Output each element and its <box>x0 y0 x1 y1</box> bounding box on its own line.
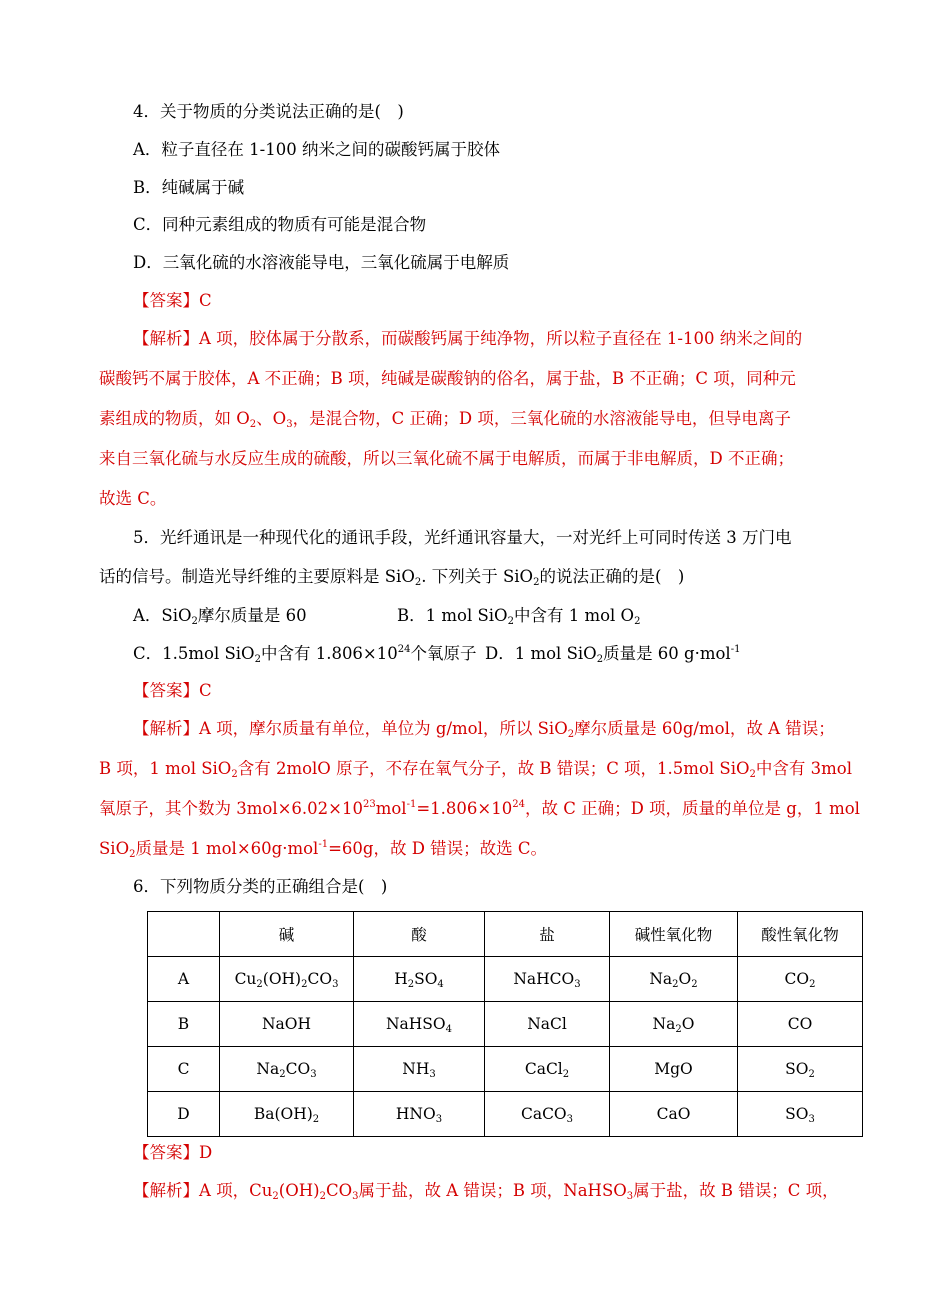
q4-option-b: B．纯碱属于碱 <box>133 178 245 197</box>
table-cell: $H_2SO_4$ <box>354 957 485 1002</box>
q6-stem: 6．下列物质分类的正确组合是( ) <box>133 877 388 896</box>
q5-stem-2: 话的信号。制造光导纤维的主要原料是 SiO$_2$. 下列关于 SiO$_2$的说法正确的是( ) <box>99 567 685 588</box>
table-row <box>148 1047 863 1092</box>
table-cell: $Cu_2(OH)_2CO_3$ <box>220 957 354 1002</box>
table-cell: CaCO$_3$ <box>485 1092 610 1137</box>
table-cell: $Na_2CO_3$ <box>220 1047 354 1092</box>
table-header-cell <box>148 912 220 957</box>
q5-option-b: B．1 mol SiO$_2$中含有 1 mol $O_2$ <box>397 606 641 627</box>
table-header-row <box>148 912 863 957</box>
table-row <box>148 957 863 1002</box>
q5-answer: 【答案】C <box>133 681 212 700</box>
classification-table <box>147 911 863 1137</box>
q5-explanation-2: B 项，1 mol SiO$_2$含有 2molO 原子，不存在氧气分子，故 B 错误；C 项，1.5mol SiO$_2$中含有 3mol <box>99 759 852 780</box>
table-cell: A <box>148 957 220 1002</box>
q5-option-a: A．SiO$_2$摩尔质量是 60 <box>133 606 307 627</box>
table-cell: $HNO_3$ <box>354 1092 485 1137</box>
table-header-cell: 碱 <box>220 912 354 957</box>
q4-answer: 【答案】C <box>133 291 212 310</box>
q5-option-c: C．1.5mol SiO$_2$中含有 $1.806\times 10^{24}$个氧原子 <box>133 644 477 665</box>
q6-explanation-1: 【解析】A 项，$Cu_2(OH)_2CO_3$属于盐，故 A 错误；B 项，NaHSO$_3$属于盐，故 B 错误；C 项， <box>133 1181 839 1202</box>
q5-explanation-1: 【解析】A 项，摩尔质量有单位，单位为 g/mol，所以 SiO$_2$摩尔质量是 60g/mol，故 A 错误； <box>133 719 835 740</box>
q4-explanation-5: 故选 C。 <box>99 489 167 508</box>
table-cell: $Na_2O$ <box>610 1002 738 1047</box>
table-cell: CO <box>738 1002 863 1047</box>
table-cell: CaO <box>610 1092 738 1137</box>
table-cell: NaHCO$_3$ <box>485 957 610 1002</box>
q4-explanation-2: 碳酸钙不属于胶体，A 不正确；B 项，纯碱是碳酸钠的俗名，属于盐，B 不正确；C 项，同种元 <box>99 369 796 388</box>
table-cell: $SO_3$ <box>738 1092 863 1137</box>
table-cell: NaHSO$_4$ <box>354 1002 485 1047</box>
table-cell: $Ba(OH)_2$ <box>220 1092 354 1137</box>
table-cell: NaOH <box>220 1002 354 1047</box>
table-cell: D <box>148 1092 220 1137</box>
q5-option-d: D．1 mol SiO$_2$质量是 60 g·mol$^{-1}$ <box>485 644 741 665</box>
table-row <box>148 1092 863 1137</box>
q6-answer: 【答案】D <box>133 1143 213 1162</box>
q5-explanation-4: SiO$_2$质量是 1 mol×60g·mol$^{-1}$=60g，故 D 错误；故选 C。 <box>99 839 548 860</box>
table-cell: C <box>148 1047 220 1092</box>
table-cell: B <box>148 1002 220 1047</box>
table-cell: $SO_2$ <box>738 1047 863 1092</box>
q4-explanation-4: 来自三氧化硫与水反应生成的硫酸，所以三氧化硫不属于电解质，而属于非电解质，D 不正确； <box>99 449 794 468</box>
table-cell: NaCl <box>485 1002 610 1047</box>
q5-stem-1: 5．光纤通讯是一种现代化的通讯手段，光纤通讯容量大，一对光纤上可同时传送 3 万门电 <box>133 528 792 547</box>
table-cell: MgO <box>610 1047 738 1092</box>
table-header-cell: 酸性氧化物 <box>738 912 863 957</box>
q5-explanation-3: 氧原子，其个数为 $3mol\times 6.02\times 10^{23}mol^{-1}=1.806\times 10^{24}$，故 C 正确；D 项，质量的单位是 g，1 mol <box>99 799 860 818</box>
table-cell: CaCl$_2$ <box>485 1047 610 1092</box>
q4-option-a: A．粒子直径在 1-100 纳米之间的碳酸钙属于胶体 <box>133 140 500 159</box>
q4-explanation-1: 【解析】A 项，胶体属于分散系，而碳酸钙属于纯净物，所以粒子直径在 1-100 纳米之间的 <box>133 329 803 348</box>
q4-stem: 4．关于物质的分类说法正确的是( ) <box>133 102 404 121</box>
q4-explanation-3: 素组成的物质，如 $O_2$、$O_3$，是混合物，C 正确；D 项，三氧化硫的水溶液能导电，但导电离子 <box>99 409 791 430</box>
table-header-cell: 酸 <box>354 912 485 957</box>
table-header-cell: 盐 <box>485 912 610 957</box>
table-row <box>148 1002 863 1047</box>
table-cell: $NH_3$ <box>354 1047 485 1092</box>
table-cell: $Na_2O_2$ <box>610 957 738 1002</box>
table-cell: $CO_2$ <box>738 957 863 1002</box>
table-header-cell: 碱性氧化物 <box>610 912 738 957</box>
q4-option-d: D．三氧化硫的水溶液能导电，三氧化硫属于电解质 <box>133 253 510 272</box>
q4-option-c: C．同种元素组成的物质有可能是混合物 <box>133 215 427 234</box>
